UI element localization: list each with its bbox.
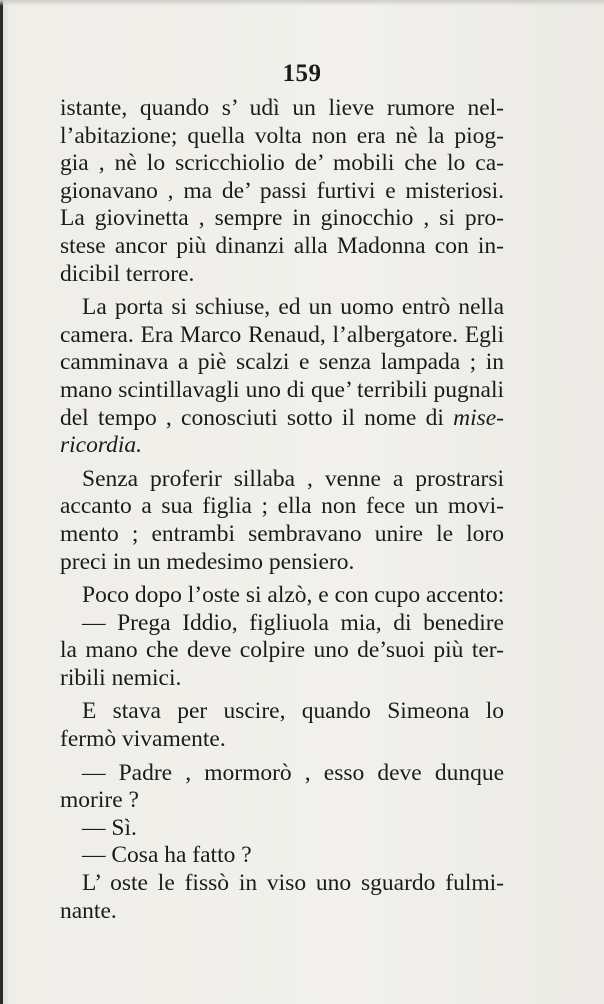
text-line: Senza proferir sillaba , venne a prostrarsi xyxy=(82,465,504,492)
paragraph xyxy=(60,294,504,460)
text-line: dicibil terrore. xyxy=(60,260,195,287)
text-line: gionavano , ma de’ passi furtivi e misteriosi. xyxy=(60,177,504,204)
text-line: — Prega Iddio, figliuola mia, di benedire xyxy=(82,609,504,636)
page-binding-edge xyxy=(0,0,3,1004)
text-line-roman: del tempo , conosciuti sotto il nome di xyxy=(60,404,454,431)
text-line-italic: ricordia. xyxy=(60,432,143,459)
paragraph xyxy=(60,815,504,843)
text-line: accanto a sua figlia ; ella non fece un movi- xyxy=(60,493,504,520)
text-line: mano scintillavagli uno di que’ terribili pugnali xyxy=(60,376,504,403)
text-line: La porta si schiuse, ed un uomo entrò nella xyxy=(82,294,504,321)
paragraph xyxy=(60,760,504,815)
text-line: nante. xyxy=(60,897,117,924)
text-line: — Padre , mormorò , esso deve dunque xyxy=(82,759,504,786)
page-number: 159 xyxy=(282,60,322,87)
paragraph xyxy=(60,870,504,925)
text-line: istante, quando s’ udì un lieve rumore nel- xyxy=(60,95,504,121)
text-line: fermò vivamente. xyxy=(60,726,226,753)
text-line: — Sì. xyxy=(82,814,137,841)
text-line: Poco dopo l’oste si alzò, e con cupo accento: xyxy=(82,582,505,609)
paragraph xyxy=(60,610,504,693)
text-line: ribili nemici. xyxy=(60,664,182,691)
text-line: morire ? xyxy=(60,787,139,814)
page-top-edge xyxy=(0,0,604,6)
text-line: gia , nè lo scricchiolio de’ mobili che lo ca- xyxy=(60,150,504,177)
paragraph xyxy=(60,842,504,870)
italic-term: mise- xyxy=(453,404,504,431)
paragraph xyxy=(60,95,504,288)
paragraph xyxy=(60,466,504,576)
body-text xyxy=(60,95,504,925)
text-line: stese ancor più dinanzi alla Madonna con in- xyxy=(60,232,504,259)
text-line: La giovinetta , sempre in ginocchio , si pro- xyxy=(60,205,504,232)
text-line: E stava per uscire, quando Simeona lo xyxy=(82,698,504,725)
text-line: camera. Era Marco Renaud, l’albergatore. Egli xyxy=(60,321,504,348)
paragraph xyxy=(60,582,504,610)
text-line: — Cosa ha fatto ? xyxy=(82,842,252,869)
text-line: preci in un medesimo pensiero. xyxy=(60,548,355,575)
text-line: l’abitazione; quella volta non era nè la piog- xyxy=(60,122,504,149)
text-line xyxy=(60,405,504,433)
text-line: camminava a piè scalzi e senza lampada ; in xyxy=(60,349,504,376)
text-line: la mano che deve colpire uno de’suoi più ter- xyxy=(60,637,504,664)
paragraph xyxy=(60,698,504,753)
text-line: L’ oste le fissò in viso uno sguardo fulmi- xyxy=(82,870,504,897)
text-line: mento ; entrambi sembravano unire le loro xyxy=(60,520,504,547)
